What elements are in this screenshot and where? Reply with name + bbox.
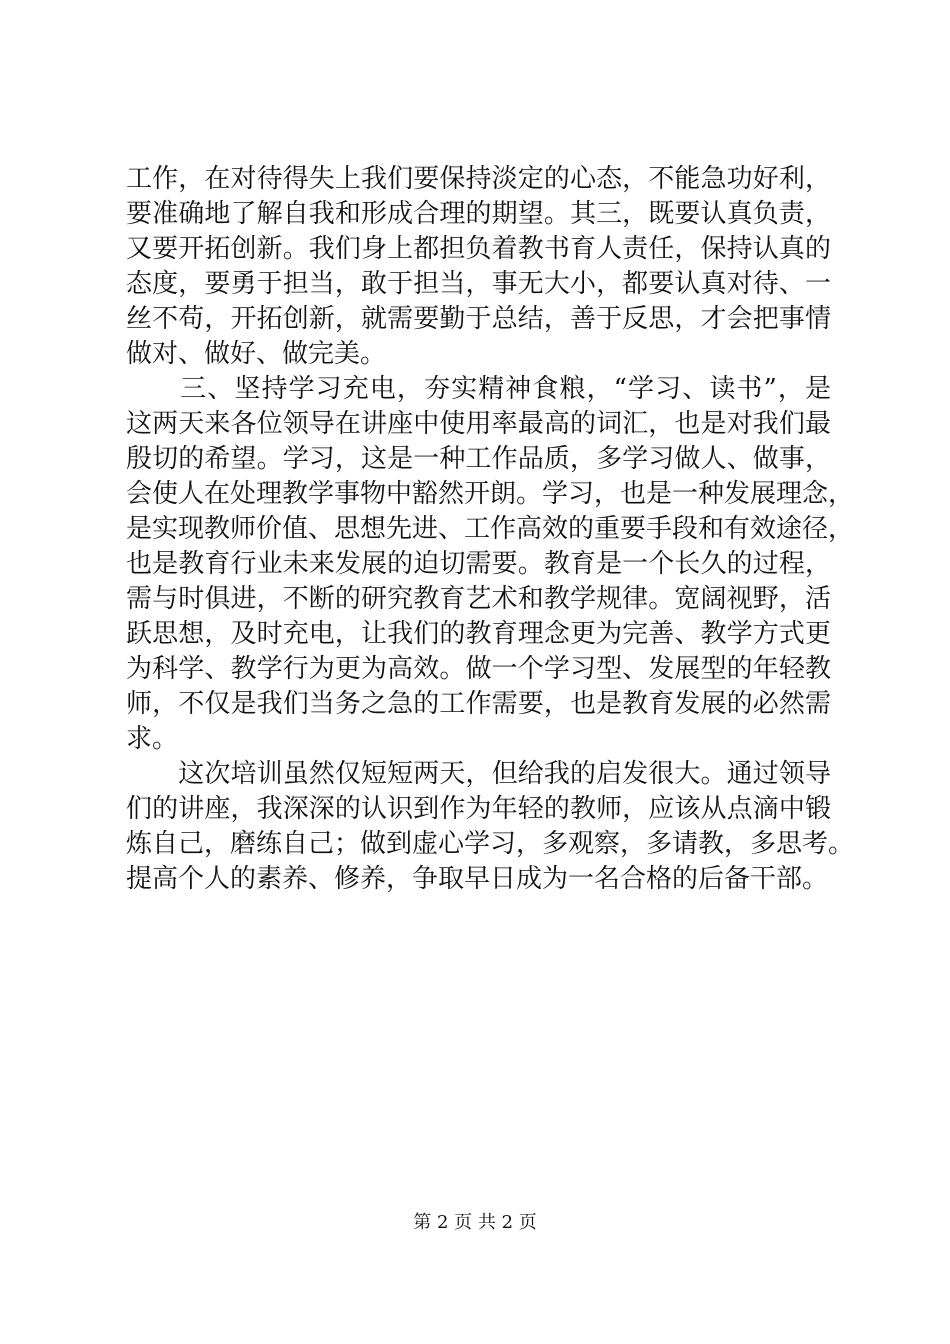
text-line: 殷切的希望。学习，这是一种工作品质，多学习做人、做事， — [126, 444, 831, 474]
text-line: 会使人在处理教学事物中豁然开朗。学习，也是一种发展理念， — [126, 479, 855, 509]
text-line: 三、坚持学习充电，夯实精神食粮，“学习、读书”，是 — [126, 374, 831, 404]
text-line: 工作，在对待得失上我们要保持淡定的心态，不能急功好利， — [126, 164, 831, 194]
text-line: 们的讲座，我深深的认识到作为年轻的教师，应该从点滴中锻 — [126, 794, 831, 824]
text-line: 是实现教师价值、思想先进、工作高效的重要手段和有效途径， — [126, 514, 855, 544]
text-line: 师，不仅是我们当务之急的工作需要，也是教育发展的必然需 — [126, 689, 831, 719]
text-line: 这次培训虽然仅短短两天，但给我的启发很大。通过领导 — [126, 759, 831, 789]
page-footer: 第 2 页 共 2 页 — [413, 1212, 537, 1233]
text-line: 跃思想，及时充电，让我们的教育理念更为完善、教学方式更 — [126, 619, 831, 649]
text-line: 提高个人的素养、修养，争取早日成为一名合格的后备干部。 — [126, 864, 829, 894]
text-line: 需与时俱进，不断的研究教育艺术和教学规律。宽阔视野，活 — [126, 584, 831, 614]
text-line: 为科学、教学行为更为高效。做一个学习型、发展型的年轻教 — [126, 654, 831, 684]
text-line: 要准确地了解自我和形成合理的期望。其三，既要认真负责， — [126, 199, 831, 229]
text-line: 这两天来各位领导在讲座中使用率最高的词汇，也是对我们最 — [126, 409, 831, 439]
text-line: 丝不苟，开拓创新，就需要勤于总结，善于反思，才会把事情 — [126, 304, 831, 334]
text-line: 也是教育行业未来发展的迫切需要。教育是一个长久的过程， — [126, 549, 831, 579]
text-line: 炼自己，磨练自己；做到虚心学习，多观察，多请教，多思考。 — [126, 829, 855, 859]
text-line: 做对、做好、做完美。 — [126, 339, 387, 369]
text-line: 求。 — [126, 724, 179, 754]
text-line: 态度，要勇于担当，敢于担当，事无大小，都要认真对待、一 — [126, 269, 831, 299]
text-line: 又要开拓创新。我们身上都担负着教书育人责任，保持认真的 — [126, 234, 831, 264]
